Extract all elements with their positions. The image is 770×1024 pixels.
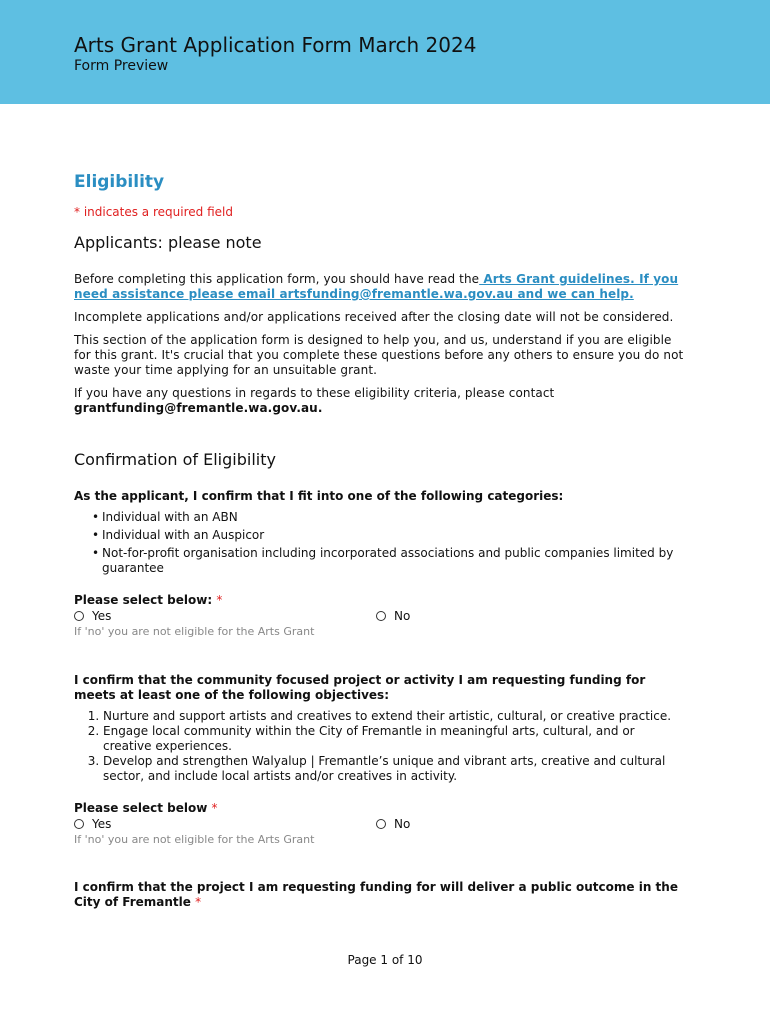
q1-yes-radio[interactable]	[74, 609, 111, 623]
q1-radio-group	[74, 609, 684, 625]
required-star: *	[211, 801, 218, 815]
q2-hint: If 'no' you are not eligible for the Arts Grant	[74, 833, 315, 846]
question-objectives-label: I confirm that the community focused project or activity I am requesting funding for meets at least one of the following objectives:	[74, 673, 646, 702]
list-item: 2. Engage local community within the City of Fremantle in meaningful arts, cultural, and or creative experiences.	[103, 724, 684, 754]
q1-select-label	[74, 593, 684, 608]
incomplete-paragraph: Incomplete applications and/or applications received after the closing date will not be considered.	[74, 310, 674, 324]
required-star: *	[195, 895, 202, 909]
intro-text: Before completing this application form, you should have read the	[74, 272, 480, 286]
radio-circle-icon	[74, 819, 84, 829]
list-item: 1. Nurture and support artists and creatives to extend their artistic, cultural, or creative practice.	[103, 709, 684, 724]
q1-yes-label: Yes	[92, 609, 112, 623]
radio-circle-icon	[74, 611, 84, 621]
q1-no-radio[interactable]	[376, 609, 410, 623]
objectives-list	[74, 709, 684, 784]
q2-no-radio[interactable]	[376, 817, 410, 831]
form-subtitle: Form Preview	[74, 58, 169, 74]
form-content	[74, 170, 684, 910]
list-item: • Not-for-profit organisation including incorporated associations and public companies limited by guarantee	[92, 546, 684, 576]
categories-list	[74, 510, 684, 576]
q2-no-label: No	[394, 817, 411, 831]
q2-radio-group	[74, 817, 684, 833]
contact-text: If you have any questions in regards to these eligibility criteria, please contact	[74, 386, 555, 400]
q2-select-label	[74, 801, 684, 816]
list-item: • Individual with an ABN	[92, 510, 684, 525]
q3-text: I confirm that the project I am requesting funding for will deliver a public outcome in the City of Fremantle	[74, 880, 678, 909]
q1-hint: If 'no' you are not eligible for the Arts Grant	[74, 625, 315, 638]
contact-email: grantfunding@fremantle.wa.gov.au.	[74, 401, 323, 415]
section-title-eligibility: Eligibility	[74, 172, 165, 192]
confirmation-heading: Confirmation of Eligibility	[74, 450, 276, 469]
form-title: Arts Grant Application Form March 2024	[74, 33, 477, 57]
q2-select-text: Please select below	[74, 801, 208, 815]
guidelines-link[interactable]: Arts Grant guidelines. If you need assistance please email artsfunding@fremantle.wa.gov.au and we can help.	[74, 272, 679, 301]
section-purpose-paragraph: This section of the application form is designed to help you, and us, understand if you are eligible for this grant. It's crucial that you complete these questions before any others to ensure you do not waste your time applying for an unsuitable grant.	[74, 333, 684, 377]
contact-paragraph	[74, 386, 684, 416]
q1-no-label: No	[394, 609, 411, 623]
list-item: 3. Develop and strengthen Walyalup | Fremantle’s unique and vibrant arts, creative and cultural sector, and include local artists and/or creatives in activity.	[103, 754, 684, 784]
form-header	[0, 0, 770, 104]
intro-paragraph	[74, 272, 684, 302]
page-number: Page 1 of 10	[347, 953, 423, 967]
required-field-note: * indicates a required field	[74, 205, 233, 219]
applicants-note-heading: Applicants: please note	[74, 233, 262, 252]
radio-circle-icon	[376, 819, 386, 829]
required-star: *	[216, 593, 223, 607]
q2-yes-label: Yes	[92, 817, 112, 831]
q1-select-text: Please select below:	[74, 593, 213, 607]
radio-circle-icon	[376, 611, 386, 621]
list-item: • Individual with an Auspicor	[92, 528, 684, 543]
question-public-outcome-label	[74, 880, 684, 910]
question-categories-label: As the applicant, I confirm that I fit into one of the following categories:	[74, 489, 564, 503]
q2-yes-radio[interactable]	[74, 817, 111, 831]
